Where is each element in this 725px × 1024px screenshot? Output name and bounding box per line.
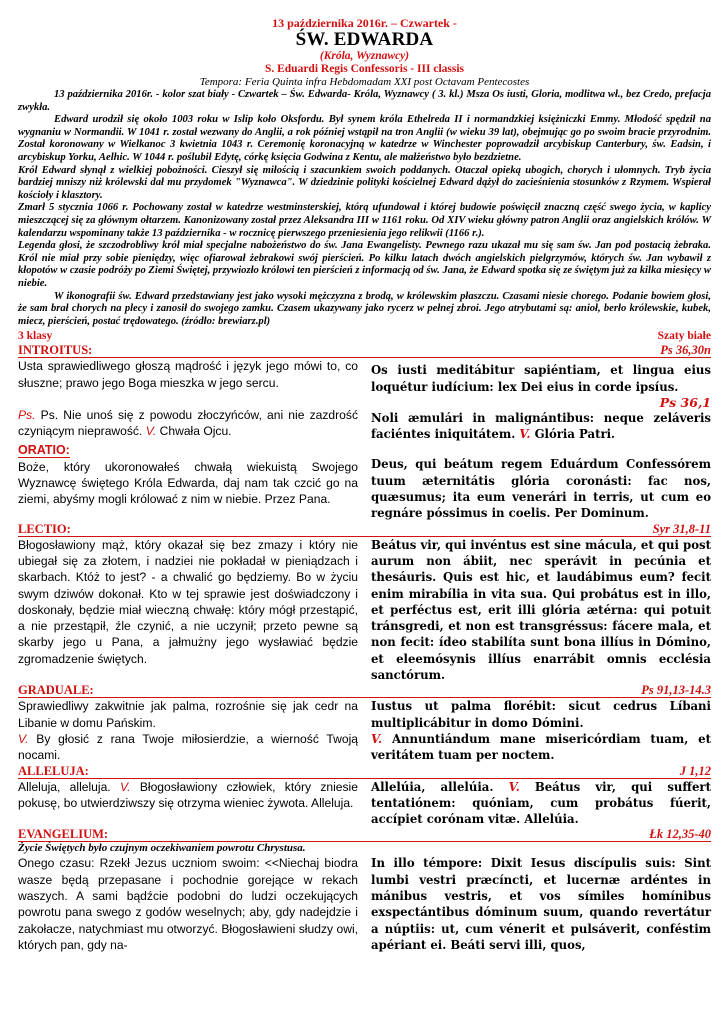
intro-paragraph: Edward urodził się około 1003 roku w Islip koło Oksfordu. Był synem króla Ethelreda II i normandzkiej księżniczki Emmy. Młodość spędził na wygnaniu w Normandii. W 1041 r. został wezwany do Anglii, a rok później wstąpił na tron Anglii (w wieku 39 lat), obejmując go po swoim bracie przyrodnim. Został koronowany w Wielkanoc 3 kwietnia 1043 r. Ceremonię koronacyjną w katedrze w Winchester poprowadził arcybiskup Canterbury, św. Eadsin, i arcybiskup Yorku, Aelhic. W 1044 r. poślubił Edytę, córkę księcia Godwina z Kentu, ale małżeństwo było bezdzietne. (18, 114, 711, 163)
page-title: ŚW. EDWARDA (295, 29, 434, 50)
introitus-heading (18, 343, 711, 358)
alleluja-heading (18, 764, 711, 779)
introitus-la-text: Os iusti meditábitur sapiéntiam, et lingua eius loquétur iudícium: lex Dei eius in corde ipsíus. (371, 363, 711, 394)
introitus-ref: Ps 36,30n (660, 343, 711, 358)
lectio-ref: Syr 31,8-11 (652, 521, 711, 536)
versicle-marker: V. (119, 779, 131, 794)
lectio-heading (18, 522, 711, 537)
versicle-marker: V. (519, 427, 531, 442)
graduale-label: GRADUALE: (18, 683, 94, 698)
introitus-row (18, 358, 711, 442)
oratio-pl-text: Boże, który ukoronowałeś chwałą wiekuistą Swojego Wyznawcę świętego Króla Edwarda, daj nam tak czcić go na ziemi, abyśmy mogli królować z nim w niebie. Przez Pana. (18, 459, 358, 507)
evangelium-latin: In illo témpore: Dixit Iesus discípulis suis: Sint lumbi vestri præcíncti, et lucernæ ardéntes in mánibus vestris, et vos símiles homínibus exspectántibus dóminum suum, quando revertátur a núptiis: ut, cum vénerit et pulsáverit, conféstim apériant ei. Beáti servi illi, quos, (371, 856, 711, 952)
intro-text (18, 89, 711, 328)
intro-paragraph: Król Edward słynął z wielkiej pobożności. Cieszył się miłością i szacunkiem swoich poddanych. Otaczał opieką ubogich, chorych i ułomnych. Tryb życia bardziej mniszy niż królewski dał mu przydomek "Wyznawca". W dziedzinie polityki kościelnej Edward dążył do zacieśnienia stosunków z Rzymem. Wspierał kościoły i klasztory. (18, 164, 711, 201)
evangelium-subtitle: Życie Świętych było czujnym oczekiwaniem powrotu Chrystusa. (18, 842, 306, 855)
intro-paragraph: 13 października 2016r. - kolor szat biały - Czwartek – Św. Edwarda- Króla, Wyznawcy ( 3. kl.) Msza Os iusti, Gloria, modlitwa wł., bez Credo, prefacja zwykła. (18, 89, 711, 113)
lectio-label: LECTIO: (18, 521, 71, 536)
versicle-marker: V. (18, 731, 29, 746)
vestment-label: Szaty białe (657, 330, 711, 343)
class-label: 3 klasy (18, 330, 53, 343)
evangelium-row (18, 855, 711, 953)
class-bar (18, 330, 711, 343)
versicle-marker: V. (145, 424, 157, 439)
intro-paragraph: Zmarł 5 stycznia 1066 r. Pochowany został w katedrze westminsterskiej, którą ufundował i której budowie poświęcił znaczną część swego życia, w kaplicy mieszczącej się za głównym ołtarzem. Kanonizowany został przez Aleksandra III w 1161 roku. Od XIV wieku główny patron Anglii oraz angielskich królów. W kalendarzu wspominany także 13 października - w rocznicę pierwszego przeniesienia jego relikwii (1166 r.). (18, 202, 711, 239)
alleluja-polish (18, 779, 358, 828)
introitus-label: INTROITUS: (18, 343, 93, 358)
latin-class: S. Eduardi Regis Confessoris - III classis (264, 63, 465, 75)
graduale-pl-text: Sprawiedliwy zakwitnie jak palma, rozrośnie się jak cedr na Libanie w domu Pańskim. (18, 699, 358, 730)
oratio-latin (371, 442, 711, 521)
lectio-row (18, 537, 711, 684)
graduale-la-text: Iustus ut palma florébit: sicut cedrus Líbani multiplicábitur in domo Dómini. (371, 699, 711, 730)
introitus-pl-text: Usta sprawiedliwego głoszą mądrość i język jego mówi to, co słuszne; prawo jego Boga mieszka w jego sercu. (18, 359, 358, 390)
evangelium-label: EVANGELIUM: (18, 827, 109, 842)
tempora: Tempora: Feria Quinta infra Hebdomadam XXI post Octavam Pentecostes (199, 76, 530, 88)
introitus-polish (18, 358, 358, 442)
intro-paragraph: Legenda głosi, że szczodrobliwy król miał specjalne nabożeństwo do św. Jana Ewangelisty. Pewnego razu ukazał mu się sam św. Jan pod postacią żebraka. Król nie miał przy sobie pieniędzy, więc ofiarował żebrakowi swój pierścień. Po kilku latach dwóch angielskich pielgrzymów, których św. Jan wybawił z kłopotów w czasie podróży po Ziemi Świętej, przywiozło królowi ten pierścień z informacją od św. Jana, że Edward spotka się ze świętym już za kilka miesięcy w niebie. (18, 240, 711, 289)
alleluja-pl-text: Alleluja, alleluja. V. Błogosławiony człowiek, który zniesie pokusę, bo utwierdziwszy się otrzyma wieniec żywota. Alleluja. (18, 779, 358, 810)
oratio-heading: ORATIO: (18, 443, 70, 458)
introitus-latin (371, 358, 711, 442)
lectio-latin: Beátus vir, qui invéntus est sine mácula, et qui post aurum non ábiit, nec sperávit in pecúnia et thesáuris. Quis est hic, et laudábimus eum? fecit enim mirabília in vita sua. Qui probátus est in illo, et perféctus est, erit illi glória ætérna: qui potuit tránsgredi, et non est transgréssus: fácere mala, et non fecit: ídeo stabilíta sunt bona illíus in Dómino, et eleemósynis illíus enarrábit omnis ecclésia sanctórum. (371, 537, 711, 683)
ps-marker: Ps. (18, 407, 36, 422)
evangelium-heading (18, 827, 711, 842)
introitus-ref2: Ps 36,1 (659, 394, 711, 410)
introitus-pl-psalm: Ps. Ps. Nie unoś się z powodu złoczyńców, ani nie zazdrość czyniącym nieprawość. V. Chwała Ojcu. (18, 407, 358, 439)
alleluja-latin (371, 779, 711, 828)
graduale-polish (18, 698, 358, 763)
oratio-la-text: Deus, qui beátum regem Eduárdum Confessórem tuum æternitátis glória coronásti: fac nos, quæsumus; ita eum venerári in terris, ut cum eo regnáre póssimus in coelis. Per Dominum. (371, 457, 711, 521)
date-line: 13 października 2016r. – Czwartek - (272, 16, 457, 30)
lectio-polish: Błogosławiony mąż, który okazał się bez zmazy i który nie ubiegał się za złotem, i nadziei nie pokładał w pieniądzach i skarbach. Któż to jest? - a chwalić go będziemy. Bo w życiu swym dziwów dokonał. Kto w tej sprawie jest doświadczony i doskonały, będzie miał wieczną chwałę: który mógł przestąpić, a nie przestąpił, źle czynić, a nie uczynił; przeto pewne są skarby jego u Pana, a jałmużny jego wysławiać będzie zgromadzenie świętych. (18, 537, 358, 666)
oratio-row (18, 442, 711, 521)
graduale-heading (18, 683, 711, 698)
versicle-marker: V. (508, 779, 520, 794)
graduale-pl-versicle: V. By głosić z rana Twoje miłosierdzie, a wierność Twoją nocami. (18, 731, 358, 763)
graduale-latin (371, 698, 711, 763)
alleluja-la-text: Allelúia, allelúia. V. Beátus vir, qui suffert tentatiónem: quóniam, cum probátus fúerit, accípiet corónam vitæ. Allelúia. (371, 779, 711, 827)
introitus-la-psalm: Noli æmulári in malignántibus: neque zeláveris faciéntes iniquitátem. V. Glória Patri. (371, 410, 711, 442)
alleluja-ref: J 1,12 (679, 763, 711, 778)
graduale-ref: Ps 91,13-14.3 (641, 683, 711, 698)
graduale-la-versicle: V. Annuntiándum mane misericórdiam tuam, et veritátem tuam per noctem. (371, 731, 711, 763)
oratio-polish (18, 442, 358, 521)
evangelium-polish: Onego czasu: Rzekł Jezus uczniom swoim: <<Niechaj biodra wasze będą przepasane i pochodnie gorejące w rekach waszych. A sami bądźcie podobni do ludzi oczekujących powrotu pana swego z godów weselnych; aby, gdy nadejdzie i zakołacze, natychmiast mu otworzyć. Błogosławieni słudzy owi, których pan, gdy na- (18, 856, 358, 952)
subtitle: (Króla, Wyznawcy) (319, 50, 410, 62)
graduale-row (18, 698, 711, 763)
alleluja-row (18, 779, 711, 828)
evangelium-ref: Łk 12,35-40 (649, 827, 711, 842)
versicle-marker: V. (371, 731, 383, 746)
intro-paragraph: W ikonografii św. Edward przedstawiany jest jako wysoki mężczyzna z brodą, w królewskim płaszczu. Czasami niesie chorego. Podanie bowiem głosi, że sam brał chorych na plecy i zanosił do swojego zamku. Czasem ukazywany jako rycerz w pełnej zbroi. Jego atrybutami są: anioł, berło królewskie, kubek, miecz, pierścień, postać trędowatego. (źródło: brewiarz.pl) (18, 290, 711, 327)
alleluja-label: ALLELUJA: (18, 763, 89, 778)
